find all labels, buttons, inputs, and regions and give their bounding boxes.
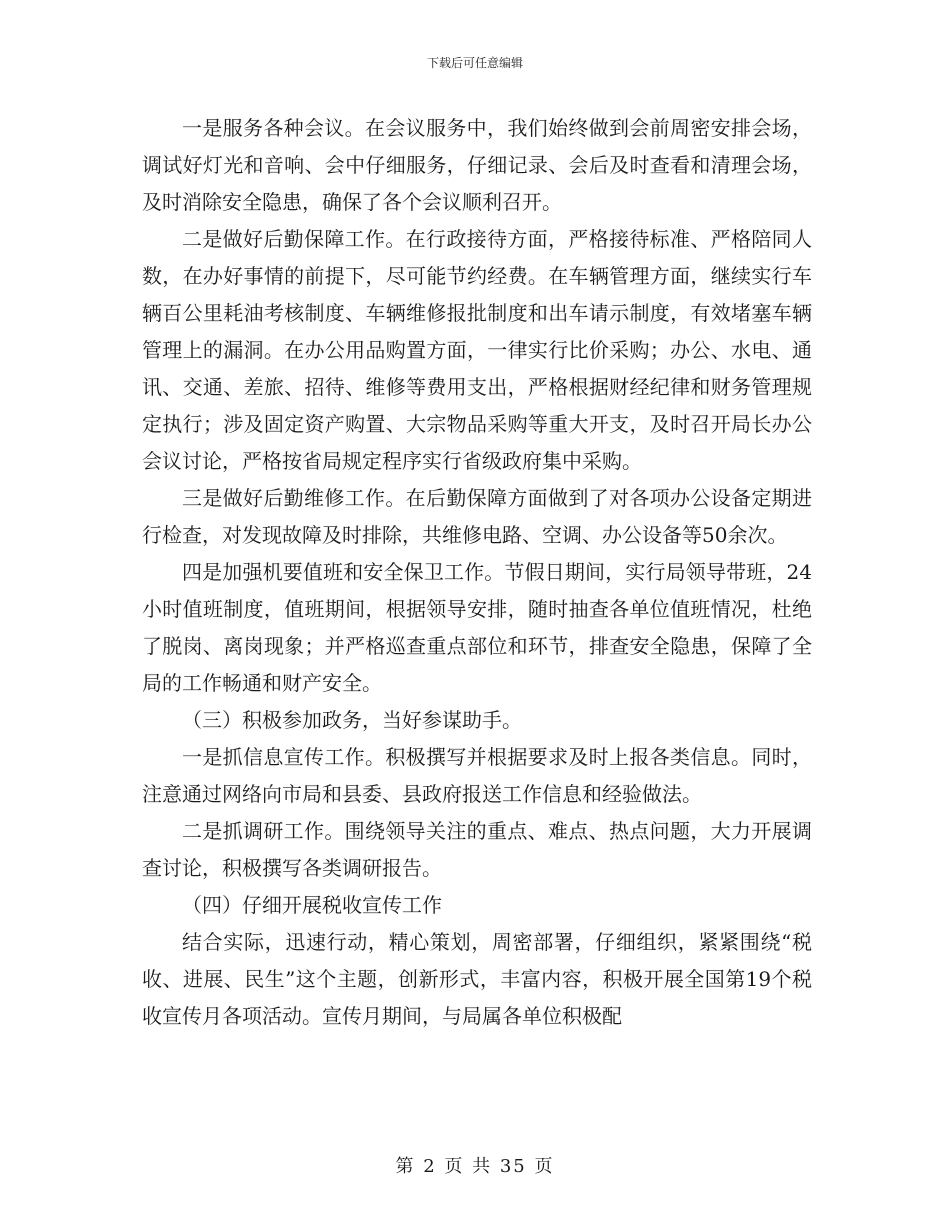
paragraph-information: 一是抓信息宣传工作。积极撰写并根据要求及时上报各类信息。同时，注意通过网络向市局和县委、县政府报送工作信息和经验做法。 bbox=[142, 745, 812, 806]
page-header: 下载后可任意编辑 bbox=[426, 56, 523, 70]
section-heading-four: （四）仔细开展税收宣传工作 bbox=[182, 893, 442, 917]
document-body bbox=[142, 110, 812, 1035]
paragraph-research: 二是抓调研工作。围绕领导关注的重点、难点、热点问题，大力开展调查讨论，积极撰写各类调研报告。 bbox=[142, 819, 812, 880]
paragraph-logistics-support: 二是做好后勤保障工作。在行政接待方面，严格接待标准、严格陪同人数，在办好事情的前提下，尽可能节约经费。在车辆管理方面，继续实行车辆百公里耗油考核制度、车辆维修报批制度和出车请示制度，有效堵塞车辆管理上的漏洞。在办公用品购置方面，一律实行比价采购；办公、水电、通讯、交通、差旅、招待、维修等费用支出，严格根据财经纪律和财务管理规定执行；涉及固定资产购置、大宗物品采购等重大开支，及时召开局长办公会议讨论，严格按省局规定程序实行省级政府集中采购。 bbox=[142, 227, 812, 473]
paragraph-tax-publicity: 结合实际，迅速行动，精心策划，周密部署，仔细组织，紧紧围绕“税收、进展、民生”这个主题，创新形式，丰富内容，积极开展全国第19个税收宣传月各项活动。宣传月期间，与局属各单位积极配 bbox=[142, 930, 812, 1028]
page-footer: 第 2 页 共 35 页 bbox=[395, 1156, 555, 1177]
paragraph-maintenance: 三是做好后勤维修工作。在后勤保障方面做到了对各项办公设备定期进行检查，对发现故障及时排除，共维修电路、空调、办公设备等50余次。 bbox=[142, 486, 812, 547]
paragraph-duty-security: 四是加强机要值班和安全保卫工作。节假日期间，实行局领导带班，24小时值班制度，值班期间，根据领导安排，随时抽查各单位值班情况，杜绝了脱岗、离岗现象；并严格巡查重点部位和环节，排查安全隐患，保障了全局的工作畅通和财产安全。 bbox=[142, 560, 812, 695]
paragraph-meeting-service: 一是服务各种会议。在会议服务中，我们始终做到会前周密安排会场，调试好灯光和音响、会中仔细服务，仔细记录、会后及时查看和清理会场，及时消除安全隐患，确保了各个会议顺利召开。 bbox=[142, 116, 812, 214]
section-heading-three: （三）积极参加政务，当好参谋助手。 bbox=[182, 708, 522, 732]
